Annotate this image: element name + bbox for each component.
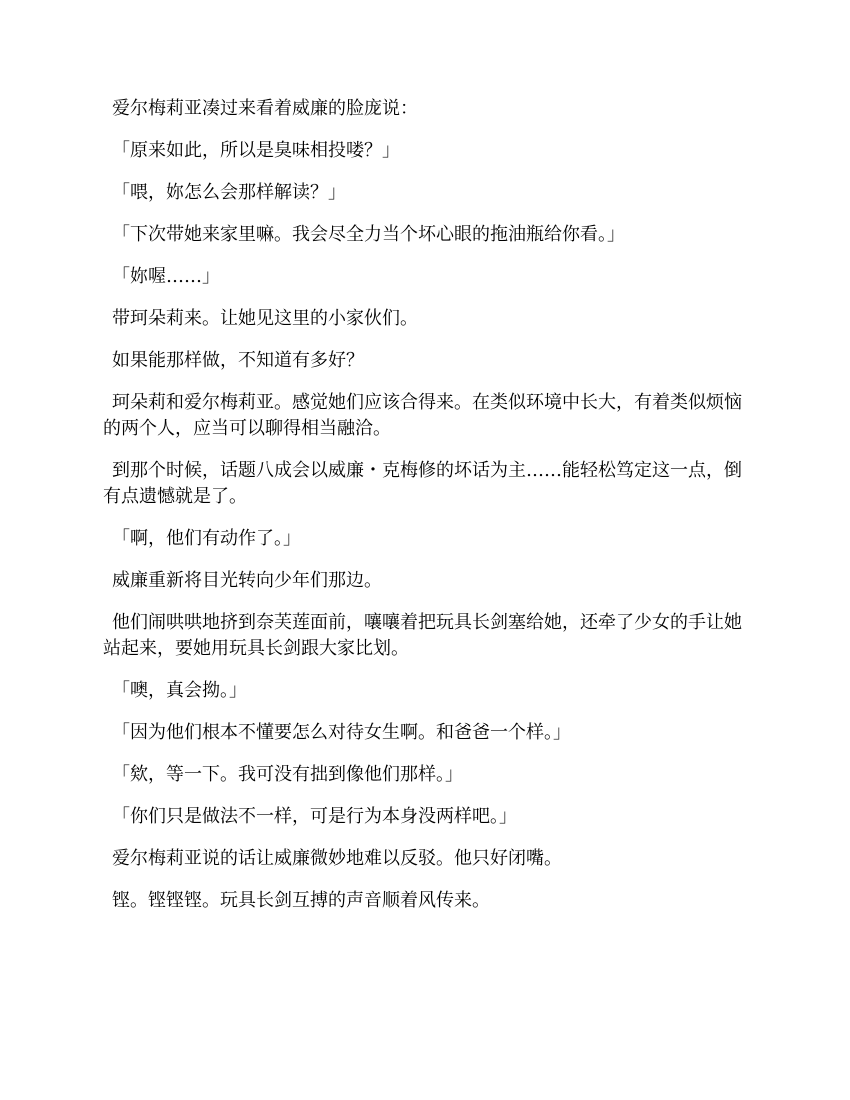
paragraph: 珂朵莉和爱尔梅莉亚。感觉她们应该合得来。在类似环境中长大，有着类似烦恼的两个人，应当可以聊得相当融洽。 [103,392,742,439]
paragraph: 铿。铿铿铿。玩具长剑互搏的声音顺着风传来。 [112,890,490,911]
paragraph: 如果能那样做，不知道有多好？ [112,350,364,371]
paragraph: 到那个时候，话题八成会以威廉・克梅修的坏话为主……能轻松笃定这一点，倒有点遗憾就是了。 [103,460,742,507]
paragraph: 「下次带她来家里嘛。我会尽全力当个坏心眼的拖油瓶给你看。」 [112,224,625,245]
paragraph: 「原来如此，所以是臭味相投喽？」 [112,140,400,161]
text-body [103,96,743,930]
paragraph: 「啊，他们有动作了。」 [112,528,301,549]
paragraph: 「欸，等一下。我可没有拙到像他们那样。」 [112,764,463,785]
paragraph: 爱尔梅莉亚凑过来看着威廉的脸庞说： [112,98,418,119]
paragraph: 他们闹哄哄地挤到奈芙莲面前，嚷嚷着把玩具长剑塞给她，还牵了少女的手让她站起来，要她用玩具长剑跟大家比划。 [103,612,742,659]
paragraph: 「你们只是做法不一样，可是行为本身没两样吧。」 [112,806,517,827]
paragraph: 爱尔梅莉亚说的话让威廉微妙地难以反驳。他只好闭嘴。 [112,848,562,869]
paragraph: 威廉重新将目光转向少年们那边。 [112,570,382,591]
paragraph: 「妳喔……」 [112,266,220,287]
paragraph: 「喂，妳怎么会那样解读？」 [112,182,346,203]
paragraph: 「噢，真会拗。」 [112,680,247,701]
paragraph: 「因为他们根本不懂要怎么对待女生啊。和爸爸一个样。」 [112,722,571,743]
paragraph: 带珂朵莉来。让她见这里的小家伙们。 [112,308,418,329]
